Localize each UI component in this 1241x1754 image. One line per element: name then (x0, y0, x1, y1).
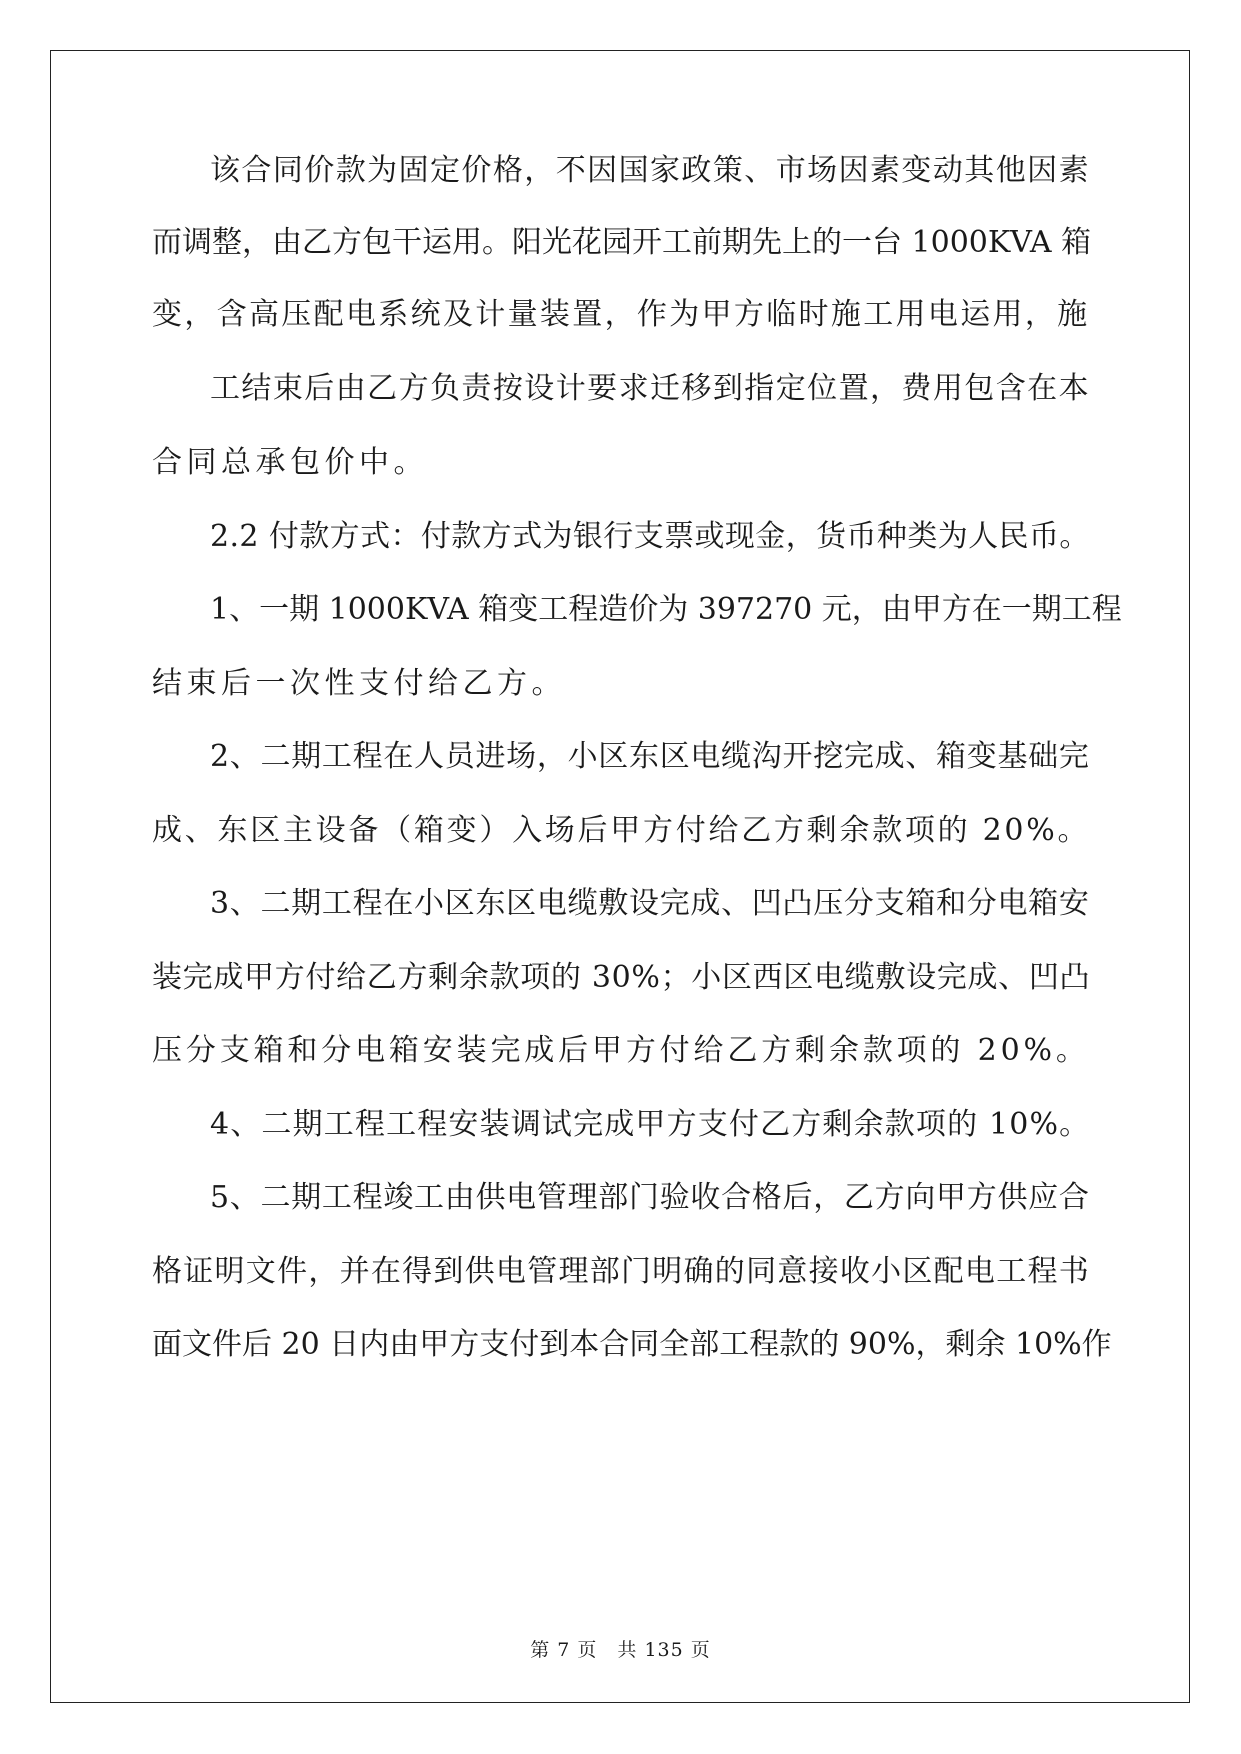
text-line: 面文件后 20 日内由甲方支付到本合同全部工程款的 90%，剩余 10%作 (152, 1327, 1112, 1362)
text-line: 4、二期工程工程安装调试完成甲方支付乙方剩余款项的 10%。 (210, 1107, 1091, 1142)
page-number-footer: 第 7 页 共 135 页 (530, 1639, 711, 1661)
text-line: 成、东区主设备（箱变）入场后甲方付给乙方剩余款项的 20%。 (152, 813, 1091, 848)
text-line: 5、二期工程竣工由供电管理部门验收合格后，乙方向甲方供应合 (210, 1180, 1090, 1215)
text-line: 3、二期工程在小区东区电缆敷设完成、凹凸压分支箱和分电箱安 (210, 886, 1090, 921)
text-line: 该合同价款为固定价格，不因国家政策、市场因素变动其他因素 (210, 153, 1090, 188)
text-line: 压分支箱和分电箱安装完成后甲方付给乙方剩余款项的 20%。 (152, 1033, 1090, 1068)
text-line: 格证明文件，并在得到供电管理部门明确的同意接收小区配电工程书 (152, 1254, 1090, 1289)
text-line: 工结束后由乙方负责按设计要求迁移到指定位置，费用包含在本 (210, 371, 1090, 406)
text-line: 装完成甲方付给乙方剩余款项的 30%；小区西区电缆敷设完成、凹凸 (152, 960, 1091, 995)
text-line: 2、二期工程在人员进场，小区东区电缆沟开挖完成、箱变基础完 (210, 739, 1090, 774)
text-line: 1、一期 1000KVA 箱变工程造价为 397270 元，由甲方在一期工程 (210, 592, 1122, 627)
text-line: 结束后一次性支付给乙方。 (152, 666, 566, 701)
text-line: 变，含高压配电系统及计量装置，作为甲方临时施工用电运用，施 (152, 297, 1090, 332)
text-line: 而调整，由乙方包干运用。阳光花园开工前期先上的一台 1000KVA 箱 (152, 225, 1092, 260)
text-line: 合同总承包价中。 (152, 445, 428, 480)
text-line: 2.2 付款方式：付款方式为银行支票或现金，货币种类为人民币。 (210, 519, 1090, 554)
